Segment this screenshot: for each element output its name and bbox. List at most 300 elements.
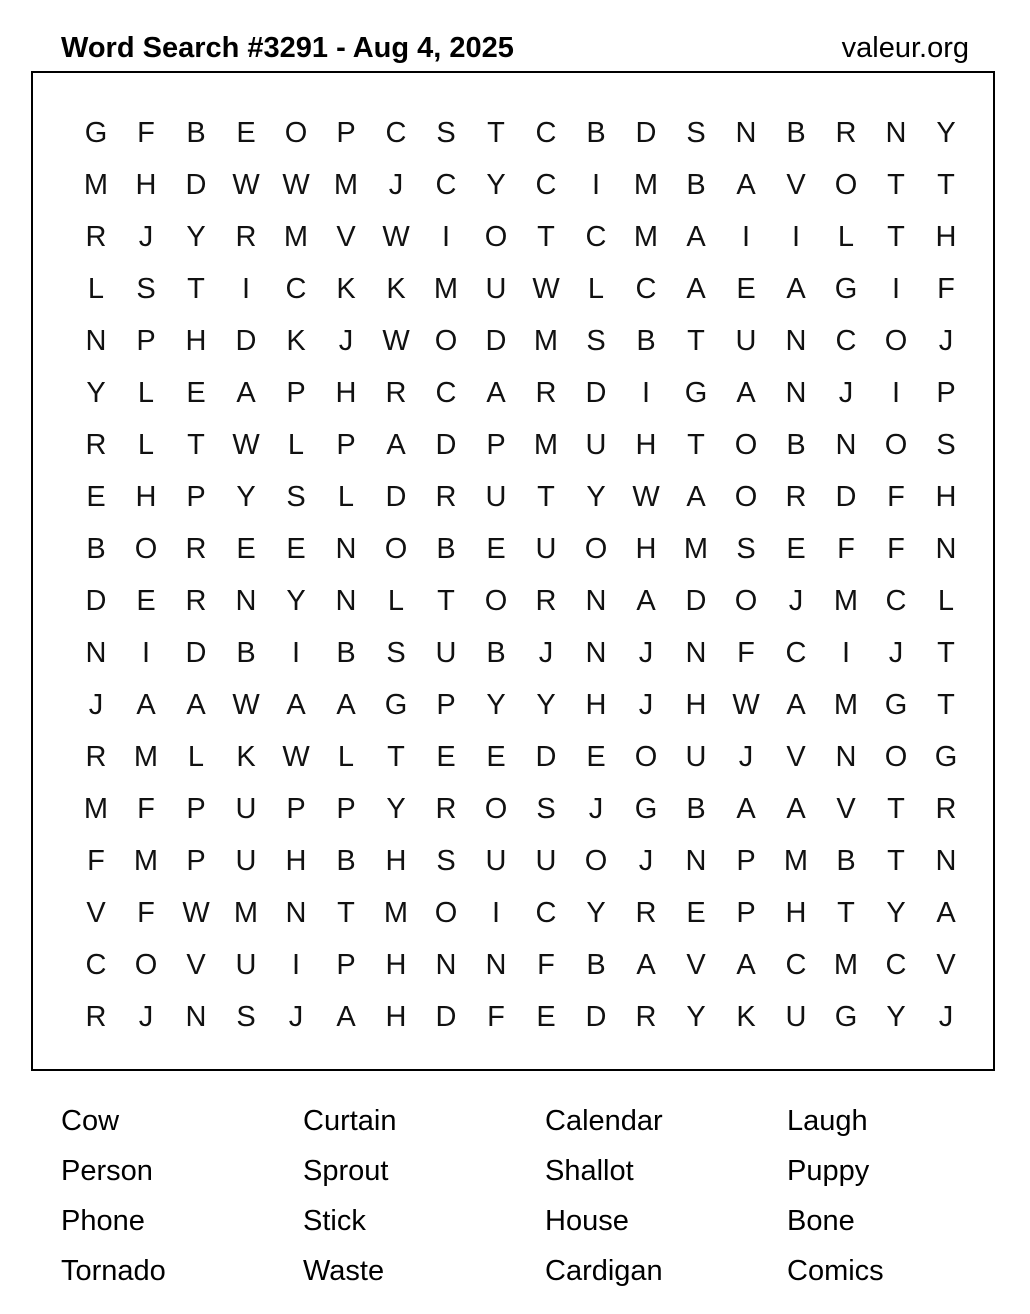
grid-cell[interactable]: T xyxy=(387,740,405,773)
grid-cell[interactable]: U xyxy=(235,792,257,825)
grid-cell[interactable]: P xyxy=(336,428,356,461)
grid-cell[interactable]: C xyxy=(885,948,907,981)
grid-cell[interactable]: O xyxy=(134,532,158,565)
grid-cell[interactable]: A xyxy=(336,688,356,721)
grid-cell[interactable]: I xyxy=(291,948,301,981)
grid-cell[interactable]: G xyxy=(84,116,108,149)
grid-cell[interactable]: N xyxy=(485,948,507,981)
grid-cell[interactable]: K xyxy=(736,1000,756,1033)
grid-cell[interactable]: I xyxy=(741,220,751,253)
grid-cell[interactable]: M xyxy=(283,220,309,253)
grid-cell[interactable]: N xyxy=(85,324,107,357)
grid-cell[interactable]: O xyxy=(734,584,758,617)
grid-cell[interactable]: M xyxy=(433,272,459,305)
grid-cell[interactable]: J xyxy=(788,584,804,617)
grid-cell[interactable]: B xyxy=(86,532,106,565)
grid-cell[interactable]: R xyxy=(435,480,457,513)
grid-cell[interactable]: E xyxy=(236,532,256,565)
grid-cell[interactable]: A xyxy=(736,168,756,201)
grid-cell[interactable]: N xyxy=(85,636,107,669)
grid-cell[interactable]: E xyxy=(236,116,256,149)
grid-cell[interactable]: M xyxy=(533,428,559,461)
grid-cell[interactable]: T xyxy=(937,636,955,669)
grid-cell[interactable]: W xyxy=(382,220,410,253)
grid-cell[interactable]: F xyxy=(487,1000,505,1033)
grid-cell[interactable]: F xyxy=(87,844,105,877)
grid-cell[interactable]: F xyxy=(887,480,905,513)
grid-cell[interactable]: S xyxy=(536,792,556,825)
grid-cell[interactable]: U xyxy=(435,636,457,669)
grid-cell[interactable]: L xyxy=(587,272,605,305)
grid-cell[interactable]: O xyxy=(584,844,608,877)
grid-cell[interactable]: L xyxy=(187,740,205,773)
grid-cell[interactable]: D xyxy=(835,480,857,513)
grid-cell[interactable]: A xyxy=(386,428,406,461)
grid-cell[interactable]: B xyxy=(486,636,506,669)
grid-cell[interactable]: W xyxy=(282,168,310,201)
grid-cell[interactable]: P xyxy=(136,324,156,357)
grid-cell[interactable]: I xyxy=(641,376,651,409)
grid-cell[interactable]: S xyxy=(386,636,406,669)
grid-cell[interactable]: I xyxy=(291,636,301,669)
grid-cell[interactable]: V xyxy=(86,896,106,929)
grid-cell[interactable]: P xyxy=(286,376,306,409)
grid-cell[interactable]: N xyxy=(835,740,857,773)
grid-cell[interactable]: R xyxy=(535,376,557,409)
grid-cell[interactable]: F xyxy=(137,896,155,929)
grid-cell[interactable]: T xyxy=(887,220,905,253)
grid-cell[interactable]: F xyxy=(837,532,855,565)
grid-cell[interactable]: G xyxy=(934,740,958,773)
grid-cell[interactable]: L xyxy=(137,376,155,409)
grid-cell[interactable]: J xyxy=(88,688,104,721)
grid-cell[interactable]: T xyxy=(887,168,905,201)
grid-cell[interactable]: D xyxy=(235,324,257,357)
grid-cell[interactable]: J xyxy=(638,688,654,721)
grid-cell[interactable]: M xyxy=(833,584,859,617)
grid-cell[interactable]: E xyxy=(486,532,506,565)
grid-cell[interactable]: N xyxy=(785,376,807,409)
grid-cell[interactable]: O xyxy=(884,740,908,773)
grid-cell[interactable]: E xyxy=(786,532,806,565)
grid-cell[interactable]: A xyxy=(336,1000,356,1033)
grid-cell[interactable]: B xyxy=(686,168,706,201)
grid-cell[interactable]: J xyxy=(388,168,404,201)
grid-cell[interactable]: B xyxy=(436,532,456,565)
grid-cell[interactable]: O xyxy=(284,116,308,149)
grid-cell[interactable]: M xyxy=(533,324,559,357)
grid-cell[interactable]: A xyxy=(636,948,656,981)
grid-cell[interactable]: D xyxy=(585,1000,607,1033)
grid-cell[interactable]: W xyxy=(232,168,260,201)
grid-cell[interactable]: V xyxy=(786,168,806,201)
grid-cell[interactable]: T xyxy=(537,220,555,253)
grid-cell[interactable]: L xyxy=(337,480,355,513)
grid-cell[interactable]: J xyxy=(938,1000,954,1033)
grid-cell[interactable]: M xyxy=(633,220,659,253)
grid-cell[interactable]: B xyxy=(636,324,656,357)
grid-cell[interactable]: E xyxy=(486,740,506,773)
grid-cell[interactable]: C xyxy=(385,116,407,149)
grid-cell[interactable]: N xyxy=(935,532,957,565)
grid-cell[interactable]: R xyxy=(785,480,807,513)
grid-cell[interactable]: K xyxy=(386,272,406,305)
grid-cell[interactable]: E xyxy=(686,896,706,929)
grid-cell[interactable]: M xyxy=(383,896,409,929)
grid-cell[interactable]: I xyxy=(441,220,451,253)
grid-cell[interactable]: P xyxy=(336,792,356,825)
grid-cell[interactable]: U xyxy=(535,532,557,565)
grid-cell[interactable]: A xyxy=(786,688,806,721)
grid-cell[interactable]: D xyxy=(185,168,207,201)
grid-cell[interactable]: D xyxy=(585,376,607,409)
grid-cell[interactable]: S xyxy=(736,532,756,565)
grid-cell[interactable]: Y xyxy=(286,584,306,617)
grid-cell[interactable]: E xyxy=(136,584,156,617)
grid-cell[interactable]: W xyxy=(732,688,760,721)
grid-cell[interactable]: Y xyxy=(86,376,106,409)
grid-cell[interactable]: R xyxy=(85,220,107,253)
grid-cell[interactable]: S xyxy=(686,116,706,149)
grid-cell[interactable]: N xyxy=(585,636,607,669)
grid-cell[interactable]: W xyxy=(182,896,210,929)
grid-cell[interactable]: R xyxy=(85,428,107,461)
grid-cell[interactable]: D xyxy=(435,428,457,461)
grid-cell[interactable]: T xyxy=(837,896,855,929)
grid-cell[interactable]: Y xyxy=(686,1000,706,1033)
grid-cell[interactable]: R xyxy=(435,792,457,825)
grid-cell[interactable]: R xyxy=(635,896,657,929)
grid-cell[interactable]: U xyxy=(235,844,257,877)
grid-cell[interactable]: H xyxy=(635,532,657,565)
grid-cell[interactable]: C xyxy=(435,376,457,409)
grid-cell[interactable]: U xyxy=(685,740,707,773)
grid-cell[interactable]: H xyxy=(635,428,657,461)
grid-cell[interactable]: C xyxy=(535,116,557,149)
grid-cell[interactable]: H xyxy=(935,220,957,253)
grid-cell[interactable]: H xyxy=(385,1000,407,1033)
grid-cell[interactable]: H xyxy=(785,896,807,929)
grid-cell[interactable]: H xyxy=(285,844,307,877)
grid-cell[interactable]: N xyxy=(335,584,357,617)
grid-cell[interactable]: A xyxy=(736,376,756,409)
grid-cell[interactable]: O xyxy=(484,220,508,253)
grid-cell[interactable]: Y xyxy=(486,688,506,721)
grid-cell[interactable]: C xyxy=(785,948,807,981)
grid-cell[interactable]: L xyxy=(937,584,955,617)
grid-cell[interactable]: E xyxy=(736,272,756,305)
grid-cell[interactable]: A xyxy=(686,480,706,513)
grid-cell[interactable]: D xyxy=(185,636,207,669)
grid-cell[interactable]: O xyxy=(884,428,908,461)
grid-cell[interactable]: N xyxy=(935,844,957,877)
grid-cell[interactable]: G xyxy=(884,688,908,721)
grid-cell[interactable]: O xyxy=(834,168,858,201)
grid-cell[interactable]: L xyxy=(87,272,105,305)
grid-cell[interactable]: A xyxy=(686,272,706,305)
grid-cell[interactable]: C xyxy=(785,636,807,669)
grid-cell[interactable]: D xyxy=(635,116,657,149)
grid-cell[interactable]: E xyxy=(186,376,206,409)
grid-cell[interactable]: F xyxy=(737,636,755,669)
grid-cell[interactable]: A xyxy=(486,376,506,409)
grid-cell[interactable]: H xyxy=(335,376,357,409)
grid-cell[interactable]: A xyxy=(686,220,706,253)
grid-cell[interactable]: W xyxy=(632,480,660,513)
grid-cell[interactable]: B xyxy=(686,792,706,825)
grid-cell[interactable]: S xyxy=(136,272,156,305)
grid-cell[interactable]: B xyxy=(836,844,856,877)
grid-cell[interactable]: M xyxy=(333,168,359,201)
grid-cell[interactable]: N xyxy=(235,584,257,617)
grid-cell[interactable]: D xyxy=(485,324,507,357)
grid-cell[interactable]: M xyxy=(833,948,859,981)
grid-cell[interactable]: H xyxy=(935,480,957,513)
grid-cell[interactable]: N xyxy=(885,116,907,149)
grid-cell[interactable]: H xyxy=(385,844,407,877)
grid-cell[interactable]: N xyxy=(835,428,857,461)
grid-cell[interactable]: O xyxy=(134,948,158,981)
grid-cell[interactable]: M xyxy=(783,844,809,877)
grid-cell[interactable]: J xyxy=(588,792,604,825)
grid-cell[interactable]: S xyxy=(936,428,956,461)
grid-cell[interactable]: W xyxy=(532,272,560,305)
grid-cell[interactable]: O xyxy=(484,792,508,825)
grid-cell[interactable]: M xyxy=(133,740,159,773)
grid-cell[interactable]: C xyxy=(635,272,657,305)
grid-cell[interactable]: O xyxy=(634,740,658,773)
grid-cell[interactable]: M xyxy=(83,792,109,825)
grid-cell[interactable]: Y xyxy=(486,168,506,201)
grid-cell[interactable]: J xyxy=(738,740,754,773)
grid-cell[interactable]: I xyxy=(891,376,901,409)
grid-cell[interactable]: O xyxy=(434,896,458,929)
grid-cell[interactable]: B xyxy=(186,116,206,149)
grid-cell[interactable]: I xyxy=(841,636,851,669)
grid-cell[interactable]: F xyxy=(887,532,905,565)
grid-cell[interactable]: V xyxy=(936,948,956,981)
grid-cell[interactable]: O xyxy=(734,480,758,513)
grid-cell[interactable]: Y xyxy=(236,480,256,513)
grid-cell[interactable]: N xyxy=(585,584,607,617)
grid-cell[interactable]: J xyxy=(338,324,354,357)
grid-cell[interactable]: P xyxy=(336,116,356,149)
grid-cell[interactable]: N xyxy=(685,844,707,877)
grid-cell[interactable]: L xyxy=(137,428,155,461)
grid-cell[interactable]: T xyxy=(887,792,905,825)
grid-cell[interactable]: A xyxy=(936,896,956,929)
grid-cell[interactable]: P xyxy=(936,376,956,409)
grid-cell[interactable]: H xyxy=(185,324,207,357)
grid-cell[interactable]: L xyxy=(837,220,855,253)
grid-cell[interactable]: T xyxy=(687,324,705,357)
grid-cell[interactable]: B xyxy=(786,428,806,461)
grid-cell[interactable]: N xyxy=(735,116,757,149)
grid-cell[interactable]: T xyxy=(537,480,555,513)
grid-cell[interactable]: O xyxy=(434,324,458,357)
grid-cell[interactable]: U xyxy=(235,948,257,981)
grid-cell[interactable]: R xyxy=(235,220,257,253)
grid-cell[interactable]: J xyxy=(138,220,154,253)
grid-cell[interactable]: K xyxy=(286,324,306,357)
grid-cell[interactable]: S xyxy=(286,480,306,513)
grid-cell[interactable]: A xyxy=(636,584,656,617)
grid-cell[interactable]: D xyxy=(385,480,407,513)
grid-cell[interactable]: Y xyxy=(536,688,556,721)
grid-cell[interactable]: T xyxy=(487,116,505,149)
grid-cell[interactable]: R xyxy=(185,532,207,565)
grid-cell[interactable]: D xyxy=(85,584,107,617)
grid-cell[interactable]: F xyxy=(137,792,155,825)
grid-cell[interactable]: V xyxy=(686,948,706,981)
grid-cell[interactable]: A xyxy=(736,948,756,981)
grid-cell[interactable]: U xyxy=(485,480,507,513)
grid-cell[interactable]: P xyxy=(186,792,206,825)
grid-cell[interactable]: I xyxy=(241,272,251,305)
grid-cell[interactable]: T xyxy=(437,584,455,617)
grid-cell[interactable]: R xyxy=(85,740,107,773)
grid-cell[interactable]: C xyxy=(535,168,557,201)
grid-cell[interactable]: V xyxy=(786,740,806,773)
grid-cell[interactable]: G xyxy=(384,688,408,721)
grid-cell[interactable]: Y xyxy=(586,896,606,929)
grid-cell[interactable]: C xyxy=(885,584,907,617)
grid-cell[interactable]: G xyxy=(834,272,858,305)
grid-cell[interactable]: A xyxy=(136,688,156,721)
grid-cell[interactable]: P xyxy=(186,480,206,513)
grid-cell[interactable]: A xyxy=(786,792,806,825)
grid-cell[interactable]: F xyxy=(537,948,555,981)
grid-cell[interactable]: A xyxy=(236,376,256,409)
grid-cell[interactable]: P xyxy=(286,792,306,825)
grid-cell[interactable]: Y xyxy=(936,116,956,149)
grid-cell[interactable]: T xyxy=(187,428,205,461)
grid-cell[interactable]: U xyxy=(785,1000,807,1033)
grid-cell[interactable]: W xyxy=(232,428,260,461)
grid-cell[interactable]: V xyxy=(836,792,856,825)
grid-cell[interactable]: S xyxy=(436,116,456,149)
grid-cell[interactable]: E xyxy=(536,1000,556,1033)
grid-cell[interactable]: B xyxy=(586,948,606,981)
grid-cell[interactable]: B xyxy=(336,844,356,877)
grid-cell[interactable]: J xyxy=(138,1000,154,1033)
grid-cell[interactable]: A xyxy=(736,792,756,825)
grid-cell[interactable]: T xyxy=(937,168,955,201)
grid-cell[interactable]: I xyxy=(141,636,151,669)
grid-cell[interactable]: T xyxy=(187,272,205,305)
grid-cell[interactable]: G xyxy=(634,792,658,825)
grid-cell[interactable]: O xyxy=(484,584,508,617)
grid-cell[interactable]: R xyxy=(85,1000,107,1033)
grid-cell[interactable]: R xyxy=(835,116,857,149)
grid-cell[interactable]: J xyxy=(938,324,954,357)
grid-cell[interactable]: U xyxy=(585,428,607,461)
grid-cell[interactable]: M xyxy=(683,532,709,565)
grid-cell[interactable]: H xyxy=(135,168,157,201)
grid-cell[interactable]: Y xyxy=(886,1000,906,1033)
grid-cell[interactable]: B xyxy=(586,116,606,149)
grid-cell[interactable]: T xyxy=(687,428,705,461)
grid-cell[interactable]: D xyxy=(685,584,707,617)
grid-cell[interactable]: E xyxy=(586,740,606,773)
grid-cell[interactable]: O xyxy=(884,324,908,357)
grid-cell[interactable]: J xyxy=(638,844,654,877)
grid-cell[interactable]: T xyxy=(937,688,955,721)
grid-cell[interactable]: V xyxy=(186,948,206,981)
grid-cell[interactable]: C xyxy=(535,896,557,929)
grid-cell[interactable]: P xyxy=(736,844,756,877)
grid-cell[interactable]: J xyxy=(838,376,854,409)
grid-cell[interactable]: F xyxy=(937,272,955,305)
grid-cell[interactable]: A xyxy=(286,688,306,721)
grid-cell[interactable]: E xyxy=(286,532,306,565)
grid-cell[interactable]: U xyxy=(535,844,557,877)
grid-cell[interactable]: J xyxy=(288,1000,304,1033)
grid-cell[interactable]: W xyxy=(382,324,410,357)
grid-cell[interactable]: H xyxy=(585,688,607,721)
grid-cell[interactable]: B xyxy=(336,636,356,669)
grid-cell[interactable]: C xyxy=(85,948,107,981)
grid-cell[interactable]: P xyxy=(436,688,456,721)
grid-cell[interactable]: J xyxy=(888,636,904,669)
grid-cell[interactable]: W xyxy=(232,688,260,721)
grid-cell[interactable]: R xyxy=(535,584,557,617)
grid-cell[interactable]: P xyxy=(736,896,756,929)
grid-cell[interactable]: A xyxy=(186,688,206,721)
grid-cell[interactable]: N xyxy=(785,324,807,357)
grid-cell[interactable]: I xyxy=(591,168,601,201)
grid-cell[interactable]: C xyxy=(835,324,857,357)
grid-cell[interactable]: I xyxy=(891,272,901,305)
grid-cell[interactable]: L xyxy=(387,584,405,617)
grid-cell[interactable]: K xyxy=(236,740,256,773)
grid-cell[interactable]: D xyxy=(535,740,557,773)
grid-cell[interactable]: B xyxy=(236,636,256,669)
grid-cell[interactable]: Y xyxy=(186,220,206,253)
grid-cell[interactable]: O xyxy=(734,428,758,461)
grid-cell[interactable]: O xyxy=(384,532,408,565)
grid-cell[interactable]: R xyxy=(935,792,957,825)
grid-cell[interactable]: E xyxy=(86,480,106,513)
grid-cell[interactable]: M xyxy=(83,168,109,201)
grid-cell[interactable]: A xyxy=(786,272,806,305)
grid-cell[interactable]: C xyxy=(435,168,457,201)
grid-cell[interactable]: S xyxy=(436,844,456,877)
grid-cell[interactable]: H xyxy=(385,948,407,981)
grid-cell[interactable]: T xyxy=(887,844,905,877)
grid-cell[interactable]: H xyxy=(135,480,157,513)
grid-cell[interactable]: P xyxy=(186,844,206,877)
grid-cell[interactable]: O xyxy=(584,532,608,565)
grid-cell[interactable]: M xyxy=(633,168,659,201)
grid-cell[interactable]: U xyxy=(485,844,507,877)
grid-cell[interactable]: N xyxy=(685,636,707,669)
grid-cell[interactable]: B xyxy=(786,116,806,149)
grid-cell[interactable]: N xyxy=(185,1000,207,1033)
grid-cell[interactable]: J xyxy=(638,636,654,669)
grid-cell[interactable]: G xyxy=(834,1000,858,1033)
grid-cell[interactable]: R xyxy=(385,376,407,409)
grid-cell[interactable]: D xyxy=(435,1000,457,1033)
grid-cell[interactable]: R xyxy=(635,1000,657,1033)
grid-cell[interactable]: S xyxy=(236,1000,256,1033)
grid-cell[interactable]: U xyxy=(735,324,757,357)
grid-cell[interactable]: M xyxy=(133,844,159,877)
grid-cell[interactable]: K xyxy=(336,272,356,305)
grid-cell[interactable]: I xyxy=(791,220,801,253)
grid-cell[interactable]: G xyxy=(684,376,708,409)
grid-cell[interactable]: M xyxy=(833,688,859,721)
